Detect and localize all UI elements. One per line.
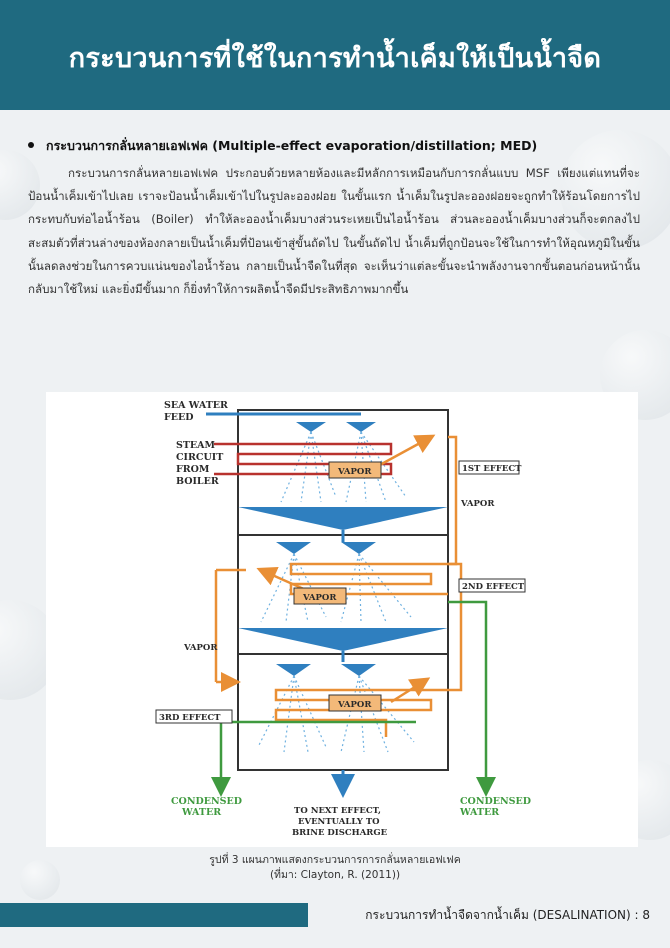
- med-diagram-figure: [46, 392, 638, 847]
- brine-sump-2: [238, 628, 448, 651]
- figure-caption: รูปที่ 3 แผนภาพแสดงกระบวนการการกลั่นหลายเอฟเฟค: [209, 854, 461, 866]
- page-header: [0, 0, 670, 110]
- med-diagram: [46, 392, 638, 847]
- next-effect-label: TO NEXT EFFECT,: [294, 806, 381, 816]
- spray-nozzle: [276, 664, 311, 676]
- spray-nozzle: [276, 542, 311, 554]
- vapor-label-right: VAPOR: [461, 499, 495, 509]
- effect-1-label: 1ST EFFECT: [462, 464, 522, 474]
- page-title: กระบวนการที่ใช้ในการทำน้ำเค็มให้เป็นน้ำจืด: [68, 43, 602, 74]
- steam-circuit-label-3: FROM: [176, 464, 210, 475]
- spray-nozzle: [341, 542, 376, 554]
- footer-bar: [0, 903, 308, 927]
- section-heading: [28, 136, 658, 156]
- figure-source: (ที่มา: Clayton, R. (2011)): [269, 869, 401, 881]
- condensed-line-right: [448, 602, 486, 792]
- spray-nozzle: [341, 664, 376, 676]
- effect-2-label: 2ND EFFECT: [462, 582, 525, 592]
- next-effect-label-2: EVENTUALLY TO: [298, 817, 380, 827]
- next-effect-label-3: BRINE DISCHARGE: [292, 828, 388, 838]
- effect-3-label: 3RD EFFECT: [159, 713, 221, 723]
- vapor-box-2-label: VAPOR: [303, 593, 337, 603]
- section-title-text: กระบวนการกลั่นหลายเอฟเฟค (Multiple-effect evaporation/distillation; MED): [46, 138, 538, 153]
- condensed-water-right-2: WATER: [460, 807, 500, 818]
- steam-circuit-label: STEAM: [176, 440, 216, 451]
- condensed-water-right: CONDENSED: [460, 796, 532, 807]
- sea-water-feed-label-2: FEED: [164, 412, 194, 423]
- bullet-icon: [28, 142, 34, 148]
- footer-text: กระบวนการทำน้ำจืดจากน้ำเค็ม (DESALINATION) : 8: [365, 908, 650, 922]
- sea-water-feed-label: SEA WATER: [164, 400, 228, 411]
- spray-nozzle: [346, 422, 376, 432]
- condensed-water-left: CONDENSED: [171, 796, 243, 807]
- vapor-box-3-label: VAPOR: [338, 700, 372, 710]
- body-paragraph: กระบวนการกลั่นหลายเอฟเฟค ประกอบด้วยหลายห้องและมีหลักการเหมือนกับการกลั่นแบบ MSF เพียงแต่แทนที่จะป้อนน้ำเค็มเข้าไปเลย เราจะป้อนน้ำเค็มเข้าไปในรูปละอองฝอย ในขั้นแรก น้ำเค็มในรูปละอองฝอยจะถูกทำให้ร้อนโดยการไปกระทบกับท่อไอน้ำร้อน (Boiler) ทำให้ละอองน้ำเค็มบางส่วนระเหยเป็นไอน้ำร้อน ส่วนละอองน้ำเค็มบางส่วนก็จะตกลงไปสะสมตัวที่ส่วนล่างของห้องกลายเป็นน้ำเค็มที่ป้อนเข้าสู่ขั้นถัดไป ในขั้นถัดไป น้ำเค็มที่ถูกป้อนจะใช้ในการทำให้อุณหภูมิในขั้นนั้นลดลงช่วยในการควบแน่นของไอน้ำร้อน กลายเป็นน้ำจืดในที่สุด จะเห็นว่าแต่ละขั้นจะนำพลังงานจากขั้นตอนก่อนหน้านั้นกลับมาใช้ใหม่ และยิ่งมีขั้นมาก ก็ยิ่งทำให้การผลิตน้ำจืดมีประสิทธิภาพมากขึ้น: [28, 166, 640, 297]
- steam-circuit-label-4: BOILER: [176, 476, 219, 487]
- vapor-label-left: VAPOR: [184, 643, 218, 653]
- condensed-water-left-2: WATER: [182, 807, 222, 818]
- spray-nozzle: [296, 422, 326, 432]
- steam-circuit-label-2: CIRCUIT: [176, 452, 224, 463]
- vapor-box-1-label: VAPOR: [338, 467, 372, 477]
- brine-sump-1: [238, 507, 448, 530]
- vapor-arrow-1: [376, 437, 431, 467]
